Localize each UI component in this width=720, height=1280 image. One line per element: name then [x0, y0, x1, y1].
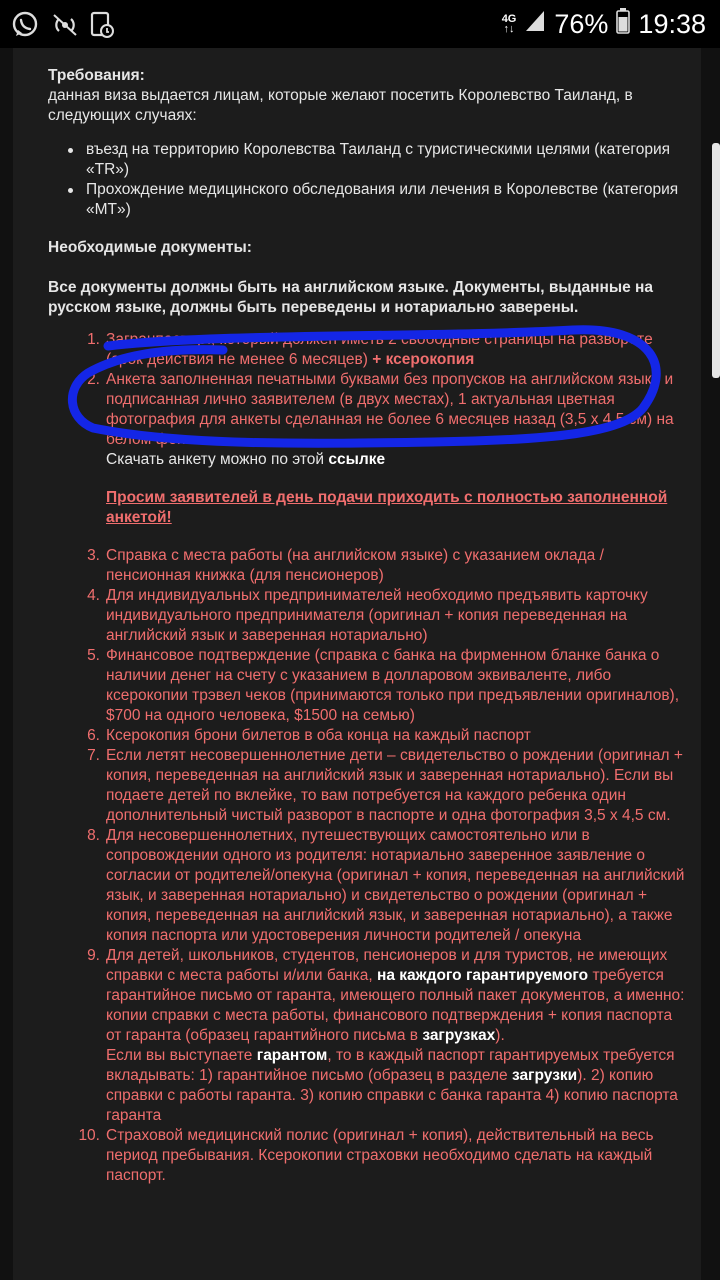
requirements-intro: данная виза выдается лицам, которые желают посетить Королевство Таиланд, в следующих случаях: — [48, 87, 633, 124]
scrollbar[interactable] — [712, 143, 720, 378]
downloads-section-link[interactable]: загрузки — [511, 1067, 578, 1084]
hotspot-icon — [50, 10, 80, 45]
article-content — [13, 48, 701, 1280]
whatsapp-icon — [10, 10, 40, 45]
list-item: 2. Анкета заполненная печатными буквами без пропусков на английском языке и подписанная лично заявителем (в двух местах), 1 актуальная цветная фотография для анкеты сделанная не более 6 месяцев назад (3,5 х 4,5 см) на белом фоне. Скачать анкету можно по этой ссылке Просим заявителей в день подачи приходить с полностью заполненной анкетой! — [87, 371, 674, 526]
browser-page[interactable] — [0, 48, 720, 1280]
list-item: 1. Загранпаспорт, который должен иметь 2 свободные страницы на развороте (срок действия не менее 6 месяцев) + ксерокопия — [87, 331, 653, 368]
list-item: 8. Для несовершеннолетних, путешествующих самостоятельно или в сопровождении одного из родителя: нотариально заверенное заявление о согласии от родителей/опекуна (оригинал + копия, переведенная на английский язык, и заверенная нотариально) и свидетельство о рождении (оригинал + копия, переведенная на английский язык, и заверенная нотариально), а также копия паспорта или удостоверения личности родителей / опекуна — [87, 827, 685, 944]
list-item: 3. Справка с места работы (на английском языке) с указанием оклада / пенсионная книжка (для пенсионеров) — [87, 547, 604, 584]
documents-warning: Все документы должны быть на английском языке. Документы, выданные на русском языке, должны быть переведены и нотариально заверены. — [48, 279, 653, 316]
guarantor-emphasis: гарантом — [256, 1047, 328, 1064]
list-item: Прохождение медицинского обследования или лечения в Королевстве (категория «MT») — [86, 180, 688, 220]
battery-icon — [616, 8, 630, 41]
requirements-list — [48, 140, 688, 220]
list-item: 6. Ксерокопия брони билетов в оба конца на каждый паспорт — [87, 727, 531, 744]
list-item: въезд на территорию Королевства Таиланд с туристическими целями (категория «TR») — [86, 140, 688, 180]
documents-title: Необходимые документы: — [48, 239, 252, 256]
list-item: 7. Если летят несовершеннолетние дети – свидетельство о рождении (оригинал + копия, переведенная на английский язык и заверенная нотариально). Если вы подаете детей по вклейке, то вам потребуется на каждого ребенка один дополнительный чистый разворот в паспорте и одна фотография 3,5 х 4,5 см. — [87, 747, 683, 824]
form-download-link[interactable]: ссылке — [328, 451, 386, 468]
call-notice-icon — [88, 10, 116, 45]
documents-list — [48, 330, 688, 1186]
form-notice: Просим заявителей в день подачи приходить с полностью заполненной анкетой! — [106, 489, 668, 526]
guarantee-emphasis: на каждого гарантируемого — [376, 967, 589, 984]
list-item: 5. Финансовое подтверждение (справка с банка на фирменном бланке банка о наличии денег на счету с указанием в долларовом эквиваленте, либо ксерокопии трэвел чеков (принимаются только при предъявлении оригиналов), $700 на одного человека, $1500 на семью) — [87, 647, 680, 724]
signal-icon — [524, 9, 546, 40]
requirements-title: Требования: — [48, 67, 145, 84]
list-item: 4. Для индивидуальных предпринимателей необходимо предъявить карточку индивидуального предпринимателя (оригинал + копия переведенная на английский язык и заверенная нотариально) — [87, 587, 648, 644]
clock: 19:38 — [638, 8, 706, 39]
battery-percent: 76% — [554, 8, 609, 39]
list-item: 9. Для детей, школьников, студентов, пенсионеров и для туристов, не имеющих справки с места работы и/или банка, на каждого гарантируемого требуется гарантийное письмо от гаранта, имеющего полный пакет документов, а именно: копии справки с места работы, финансового подтверждения + копия паспорта от гаранта (образец гарантийного письма в загрузках). Если вы выступаете гарантом, то в каждый паспорт гарантируемых требуется вкладывать: 1) гарантийное письмо (образец в разделе загрузки). 2) копию справки с работы гаранта. 3) копию справки с банка гаранта 4) копию паспорта гаранта — [87, 947, 685, 1124]
status-bar — [0, 0, 720, 48]
network-indicator: 4G ↑↓ — [501, 13, 517, 35]
list-item: 10. Страховой медицинский полис (оригинал + копия), действительный на весь период пребывания. Ксерокопии страховки необходимо сделать на каждый паспорт. — [78, 1127, 654, 1184]
downloads-link[interactable]: загрузках — [422, 1027, 496, 1044]
